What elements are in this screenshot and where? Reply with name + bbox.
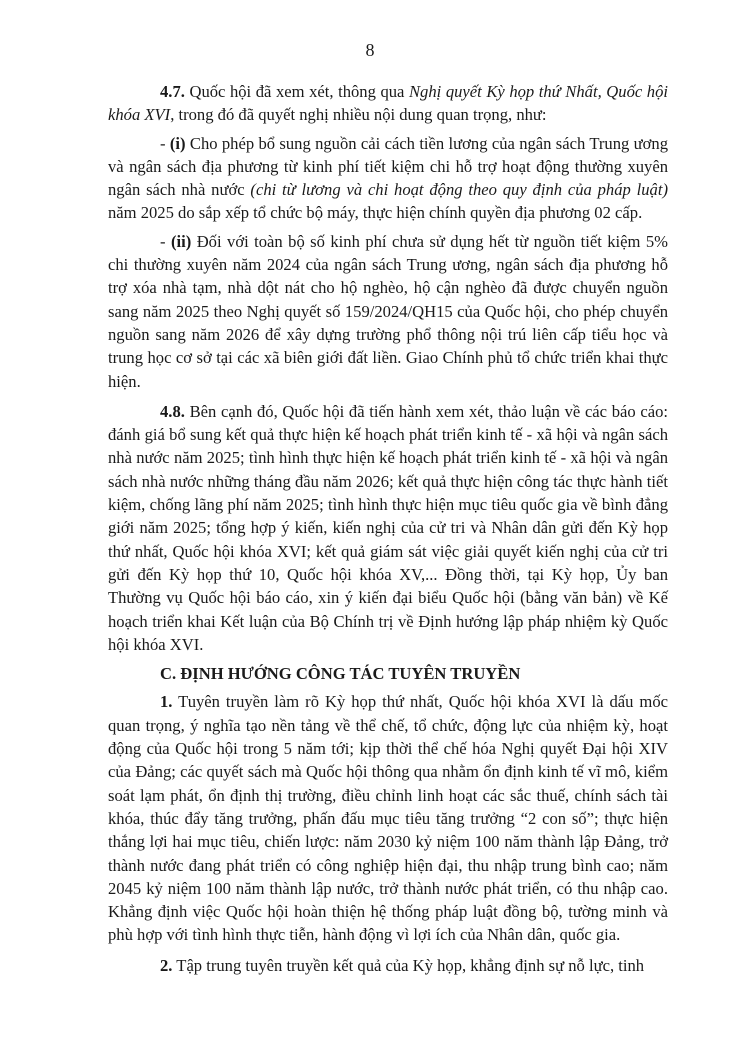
paragraph-4-8	[108, 400, 668, 656]
paragraph-item-i	[108, 132, 668, 225]
resolution-title: Nghị quyết Kỳ họp thứ Nhất, Quốc hội khóa XVI	[108, 82, 669, 125]
section-heading-c: C. ĐỊNH HƯỚNG CÔNG TÁC TUYÊN TRUYỀN	[160, 664, 521, 684]
paragraph-text: Bên cạnh đó, Quốc hội đã tiến hành xem xét, thảo luận về các báo cáo: đánh giá bổ sung kết quả thực hiện kế hoạch phát triển kinh tế - xã hội và ngân sách nhà nước năm 2025; tình hình thực hiện kế hoạch phát triển kinh tế - xã hội và ngân sách nhà nước những tháng đầu năm 2026; kết quả thực hiện công tác thực hành tiết kiệm, chống lãng phí năm 2025; tình hình thực hiện mục tiêu quốc gia về bình đẳng giới năm 2025; tổng hợp ý kiến, kiến nghị của cử tri và Nhân dân gửi đến Kỳ họp thứ nhất, Quốc hội khóa XVI; kết quả giám sát việc giải quyết kiến nghị của cử tri gửi đến Kỳ họp thứ 10, Quốc hội khóa XV,... Đồng thời, tại Kỳ họp, Ủy ban Thường vụ Quốc hội báo cáo, xin ý kiến đại biểu Quốc hội (bằng văn bản) về Kế hoạch triển khai Kết luận của Bộ Chính trị về Định hướng lập pháp nhiệm kỳ Quốc hội khóa XVI.	[108, 401, 668, 654]
list-dash: -	[160, 231, 171, 251]
paragraph-2	[108, 954, 668, 977]
section-number: 1.	[160, 692, 173, 712]
section-number: 2.	[160, 955, 173, 975]
document-body	[108, 80, 668, 977]
section-number: 4.7.	[160, 82, 185, 101]
paragraph-text: Đối với toàn bộ số kinh phí chưa sử dụng hết từ nguồn tiết kiệm 5% chi thường xuyên năm 2024 của ngân sách Trung ương, ngân sách địa phương hỗ trợ xóa nhà tạm, nhà dột nát cho hộ nghèo, hộ cận nghèo đã được chuyển nguồn sang năm 2025 theo Nghị quyết số 159/2024/QH15 của Quốc hội, cho phép chuyển nguồn sang năm 2026 để xây dựng trường phổ thông nội trú liên cấp tiểu học và trung học cơ sở tại các xã biên giới đất liền. Giao Chính phủ tổ chức triển khai thực hiện.	[108, 231, 668, 391]
item-number: (ii)	[170, 231, 192, 251]
list-dash: -	[160, 133, 170, 153]
paragraph-text: năm 2025 do sắp xếp tổ chức bộ máy, thực hiện chính quyền địa phương 02 cấp.	[108, 203, 643, 223]
paragraph-text: Tập trung tuyên truyền kết quả của Kỳ họp, khẳng định sự nỗ lực, tinh	[172, 955, 645, 975]
paragraph-text: Quốc hội đã xem xét, thông qua	[184, 82, 409, 101]
paragraph-4-7	[108, 80, 668, 127]
section-number: 4.8.	[160, 401, 185, 421]
paragraph-1	[108, 690, 668, 946]
paragraph-text: Cho phép bổ sung nguồn cải cách tiền lương của ngân sách Trung ương và ngân sách địa phương từ kinh phí tiết kiệm chi hỗ trợ hoạt động thường xuyên ngân sách nhà nước	[108, 133, 668, 200]
paragraph-item-ii	[108, 230, 668, 393]
item-number: (i)	[169, 133, 186, 153]
paragraph-text: Tuyên truyền làm rõ Kỳ họp thứ nhất, Quốc hội khóa XVI là dấu mốc quan trọng, ý nghĩa tạo nền tảng về thể chế, tổ chức, động lực của nhiệm kỳ, hoạt động của Quốc hội trong 5 năm tới; kịp thời thể chế hóa Nghị quyết Đại hội XIV của Đảng; các quyết sách mà Quốc hội thông qua nhằm ổn định kinh tế vĩ mô, kiểm soát lạm phát, ổn định thị trường, điều chỉnh linh hoạt các sắc thuế, chính sách tài khóa, thúc đẩy tăng trưởng, phấn đấu mục tiêu tăng trưởng “2 con số”; thực hiện thắng lợi hai mục tiêu, chiến lược: năm 2030 kỷ niệm 100 năm thành lập Đảng, trở thành nước đang phát triển có công nghiệp hiện đại, thu nhập trung bình cao; năm 2045 kỷ niệm 100 năm thành lập nước, trở thành nước phát triển, có thu nhập cao. Khẳng định việc Quốc hội hoàn thiện hệ thống pháp luật đồng bộ, tường minh và phù hợp với tình hình thực tiễn, hành động vì lợi ích của Nhân dân, quốc gia.	[108, 692, 668, 945]
paragraph-text: , trong đó đã quyết nghị nhiều nội dung quan trọng, như:	[170, 105, 547, 125]
italic-note: (chi từ lương và chi hoạt động theo quy định của pháp luật)	[250, 180, 668, 200]
page-number: 8	[365, 40, 375, 60]
